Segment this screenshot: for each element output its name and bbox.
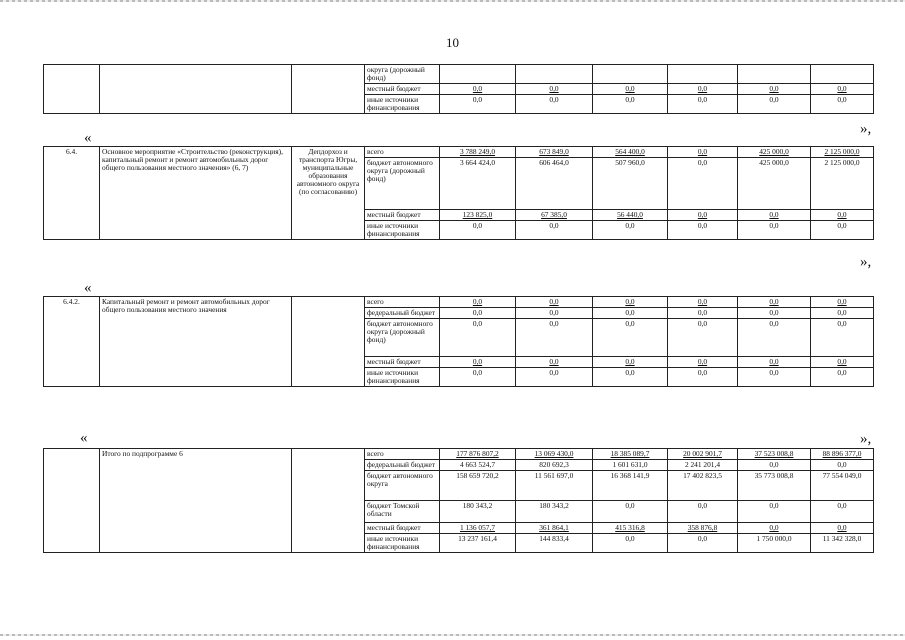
source-cell: федеральный бюджет	[365, 308, 440, 319]
table-row: иные источники финансирования 13 237 161,4 144 833,4 0,0 0,0 1 750 000,0 11 342 328,0	[44, 534, 874, 553]
source-cell: всего	[365, 147, 440, 158]
source-cell: местный бюджет	[365, 523, 440, 534]
source-cell: местный бюджет	[365, 210, 440, 221]
table-row: бюджет автономного округа (дорожный фонд) 3 664 424,0 606 464,0 507 960,0 0,0 425 000,0 2 125 000,0	[44, 158, 874, 210]
table-block-6-4-2	[43, 296, 874, 387]
page-number: 10	[446, 35, 459, 50]
item-responsible: Депдорхоз и транспорта Югры, муниципальные образования автономного округа (по согласованию)	[292, 147, 365, 240]
quote-close: »,	[860, 121, 872, 137]
table-row: бюджет автономного округа 158 659 720,2 11 561 697,0 16 368 141,9 17 402 823,5 35 773 008,8 77 554 049,0	[44, 471, 874, 501]
quote-open: «	[84, 280, 92, 296]
quote-close: »,	[860, 431, 872, 447]
scan-top-edge	[0, 0, 905, 2]
quote-close: »,	[860, 254, 872, 270]
table-row: бюджет Томской области 180 343,2 180 343,2 0,0 0,0 0,0 0,0	[44, 501, 874, 523]
table-top-continuation	[43, 64, 874, 114]
item-responsible	[292, 449, 365, 553]
table-row: 6.4.2. Капитальный ремонт и ремонт автомобильных дорог общего пользования местного значения всего 0,0 0,0 0,0 0,0 0,0 0,0	[44, 297, 874, 308]
item-name: Итого по подпрограмме 6	[100, 449, 292, 553]
source-cell: иные источники финансирования	[365, 534, 440, 553]
item-code: 6.4.	[44, 147, 100, 240]
table-row: местный бюджет 1 136 057,7 361 864,1 415 316,8 358 876,8 0,0 0,0	[44, 523, 874, 534]
item-name: Основное мероприятие «Строительство (реконструкция), капитальный ремонт и ремонт автомобильных дорог общего пользования местного значения» (6, 7)	[100, 147, 292, 240]
source-cell: иные источники финансирования	[365, 95, 440, 114]
table-row: иные источники финансирования 0,0 0,0 0,0 0,0 0,0 0,0	[44, 95, 874, 114]
quote-open: «	[80, 430, 88, 446]
source-cell: местный бюджет	[365, 84, 440, 95]
table-row: федеральный бюджет 4 663 524,7 820 692,3 1 601 631,0 2 241 201,4 0,0 0,0	[44, 460, 874, 471]
quote-open: «	[84, 130, 92, 146]
item-code: 6.4.2.	[44, 297, 100, 387]
table-row: местный бюджет 0,0 0,0 0,0 0,0 0,0 0,0	[44, 84, 874, 95]
source-cell: всего	[365, 449, 440, 460]
source-cell: иные источники финансирования	[365, 221, 440, 240]
source-cell: всего	[365, 297, 440, 308]
item-responsible	[292, 297, 365, 387]
source-cell: бюджет автономного округа (дорожный фонд)	[365, 319, 440, 357]
table-row: иные источники финансирования 0,0 0,0 0,0 0,0 0,0 0,0	[44, 221, 874, 240]
table-block-total	[43, 448, 874, 553]
source-cell: округа (дорожный фонд)	[365, 65, 440, 84]
table-block-6-4	[43, 146, 874, 240]
item-code	[44, 449, 100, 553]
item-name: Капитальный ремонт и ремонт автомобильных дорог общего пользования местного значения	[100, 297, 292, 387]
source-cell: бюджет автономного округа	[365, 471, 440, 501]
table-row: местный бюджет 0,0 0,0 0,0 0,0 0,0 0,0	[44, 357, 874, 368]
source-cell: бюджет автономного округа (дорожный фонд)	[365, 158, 440, 210]
scan-bottom-edge	[0, 634, 905, 636]
table-row: Итого по подпрограмме 6 всего 177 876 807,2 13 069 430,0 18 385 089,7 20 002 901,7 37 523 008,8 88 896 377,0	[44, 449, 874, 460]
table-row: федеральный бюджет 0,0 0,0 0,0 0,0 0,0 0,0	[44, 308, 874, 319]
table-row: бюджет автономного округа (дорожный фонд) 0,0 0,0 0,0 0,0 0,0 0,0	[44, 319, 874, 357]
table-row: местный бюджет 123 825,0 67 385,0 56 440,0 0,0 0,0 0,0	[44, 210, 874, 221]
table-row: иные источники финансирования 0,0 0,0 0,0 0,0 0,0 0,0	[44, 368, 874, 387]
table-row	[44, 65, 874, 84]
source-cell: местный бюджет	[365, 357, 440, 368]
source-cell: федеральный бюджет	[365, 460, 440, 471]
source-cell: бюджет Томской области	[365, 501, 440, 523]
source-cell: иные источники финансирования	[365, 368, 440, 387]
table-row: 6.4. Основное мероприятие «Строительство (реконструкция), капитальный ремонт и ремонт автомобильных дорог общего пользования местного значения» (6, 7) Депдорхоз и транспорта Югры, муниципальные образования автономного округа (по согласованию) всего 3 788 249,0 673 849,0 564 400,0 0,0 425 000,0 2 125 000,0	[44, 147, 874, 158]
